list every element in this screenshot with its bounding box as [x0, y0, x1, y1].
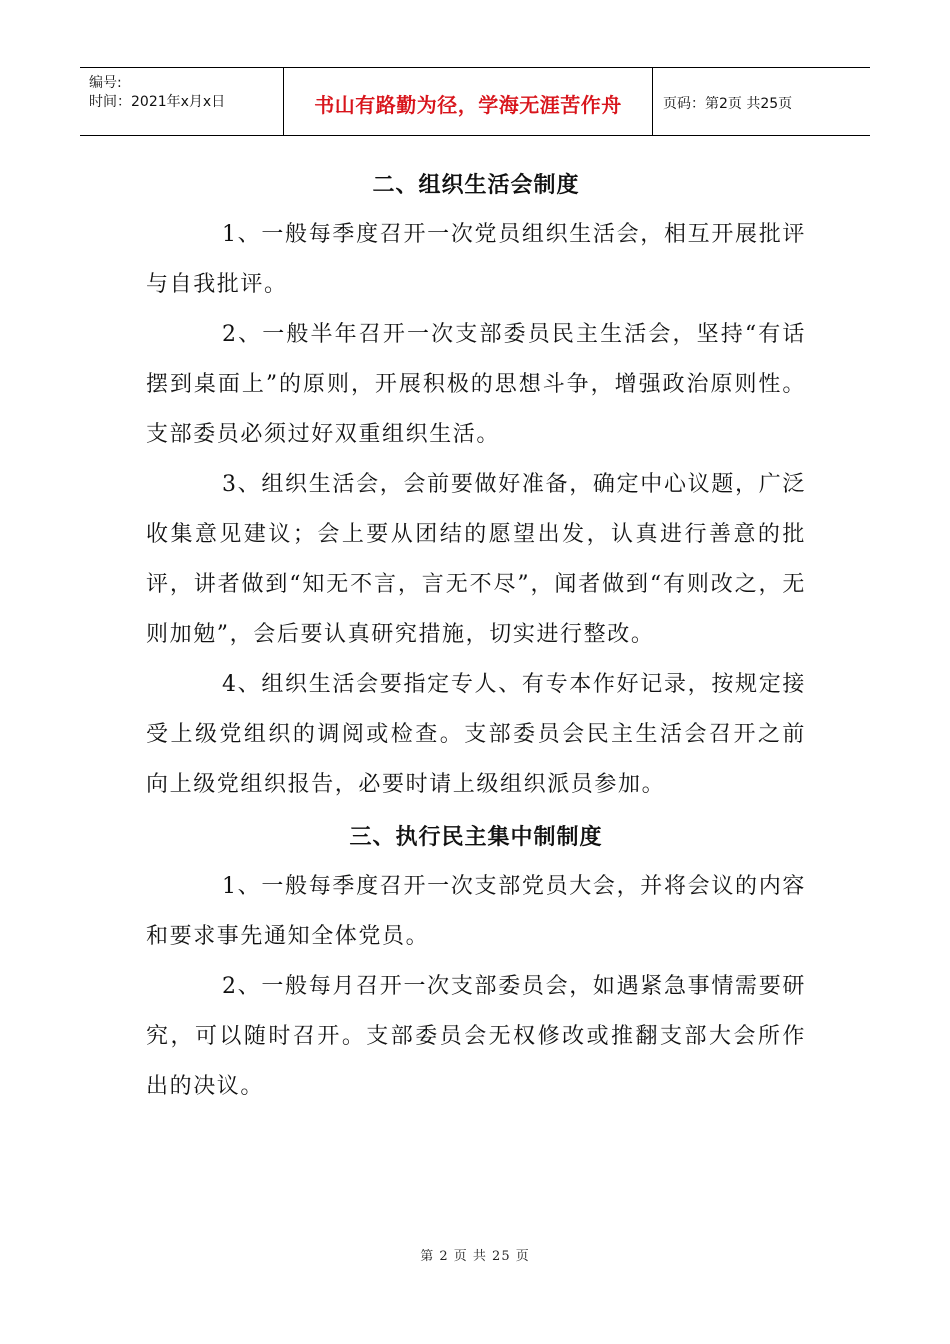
header-meta-cell — [80, 68, 283, 135]
paragraph: 2、一般半年召开一次支部委员民主生活会，坚持“有话摆到桌面上”的原则，开展积极的思想斗争，增强政治原则性。支部委员必须过好双重组织生活。 — [146, 322, 806, 447]
paragraph: 3、组织生活会，会前要做好准备，确定中心议题，广泛收集意见建议；会上要从团结的愿望出发，认真进行善意的批评，讲者做到“知无不言，言无不尽”，闻者做到“有则改之，无则加勉”，会后要认真研究措施，切实进行整改。 — [146, 472, 806, 647]
document-number-label: 编号: — [89, 75, 122, 91]
paragraph: 2、一般每月召开一次支部委员会，如遇紧急事情需要研究，可以随时召开。支部委员会无权修改或推翻支部大会所作出的决议。 — [146, 974, 806, 1099]
paragraph: 1、一般每季度召开一次支部党员大会，并将会议的内容和要求事先通知全体党员。 — [146, 874, 806, 949]
document-time-label: 时间：2021年x月x日 — [89, 94, 226, 110]
paragraph: 1、一般每季度召开一次党员组织生活会，相互开展批评与自我批评。 — [146, 222, 806, 297]
document-body — [146, 160, 806, 1112]
document-header — [80, 67, 870, 136]
header-page-info: 页码：第2页 共25页 — [663, 96, 793, 112]
section-heading-democratic-centralism: 三、执行民主集中制制度 — [349, 824, 603, 850]
page-footer: 第 2 页 共 25 页 — [420, 1249, 530, 1264]
header-motto: 书山有路勤为径，学海无涯苦作舟 — [283, 68, 653, 135]
section-heading-organization-life: 二、组织生活会制度 — [372, 172, 580, 198]
paragraph: 4、组织生活会要指定专人、有专本作好记录，按规定接受上级党组织的调阅或检查。支部委员会民主生活会召开之前向上级党组织报告，必要时请上级组织派员参加。 — [146, 672, 806, 797]
